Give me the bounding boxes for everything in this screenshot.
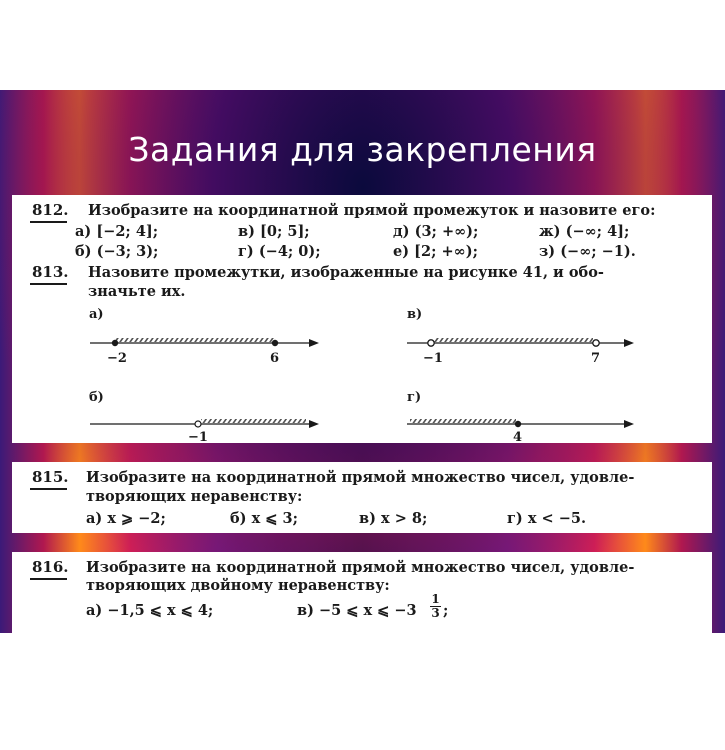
task-number-815: 815. [32,468,69,486]
task-text-815-line2: творяющих неравенству: [86,488,303,505]
task-text-812: Изобразите на координатной прямой промежуток и назовите его: [88,202,656,219]
task-panel-816 [12,552,712,633]
point-v-right [593,340,599,346]
shaded-interval-v [434,338,593,342]
fraction-one-third [430,593,441,620]
figure-label-g: г) [407,390,422,405]
figure-label-b: б) [89,390,104,405]
task-text-816-line1: Изобразите на координатной прямой множество чисел, удовле- [86,559,635,576]
tick-label-b: −1 [188,430,208,443]
option-816-a: а) −1,5 ⩽ x ⩽ 4; [86,602,214,619]
figure-label-a: а) [89,307,104,322]
shaded-interval-a [115,338,275,342]
option-815-a: а) x ⩾ −2; [86,510,166,527]
option-812-a: а) [−2; 4]; [75,223,159,240]
shaded-interval-b [201,419,306,423]
option-812-g: г) (−4; 0); [238,243,321,260]
point-g [515,421,521,427]
point-a-right [272,340,278,346]
option-815-b: б) x ⩽ 3; [230,510,298,527]
slide [0,90,725,633]
number-line-g [407,419,634,443]
number-line-a [90,338,319,366]
task-panel-812-813 [12,195,712,443]
tick-label-a-left: −2 [107,351,127,366]
shaded-interval-g [410,419,516,423]
tick-label-v-left: −1 [423,351,443,366]
tick-label-g: 4 [513,430,523,443]
task-panel-815 [12,462,712,533]
option-812-zh: ж) (−∞; 4]; [539,223,630,240]
task-number-812: 812. [32,201,69,219]
number-line-figures [12,195,712,443]
option-815-g: г) x < −5. [507,510,586,527]
task-number-816: 816. [32,558,69,576]
task-text-813-line1: Назовите промежутки, изображенные на рисунке 41, и обо- [88,264,604,281]
tick-label-a-right: 6 [270,351,280,366]
figure-label-v: в) [407,307,423,322]
fraction-numerator: 1 [431,592,440,606]
fraction-trailing-semicolon: ; [443,602,449,619]
option-812-z: з) (−∞; −1). [539,243,636,260]
point-v-left [428,340,434,346]
fraction-denominator: 3 [431,606,440,620]
number-line-v [407,338,634,366]
option-815-v: в) x > 8; [359,510,428,527]
task-text-815-line1: Изобразите на координатной прямой множество чисел, удовле- [86,469,635,486]
option-812-v: в) [0; 5]; [238,223,310,240]
point-b [195,421,201,427]
tick-label-v-right: 7 [591,351,601,366]
point-a-left [112,340,118,346]
task-number-813: 813. [32,263,69,281]
slide-title: Задания для закрепления [128,130,597,169]
task-text-813-line2: значьте их. [88,283,186,300]
option-812-e: е) [2; +∞); [393,243,478,260]
task-text-816-line2: творяющих двойному неравенству: [86,577,390,594]
option-812-d: д) (3; +∞); [393,223,479,240]
option-812-b: б) (−3; 3); [75,243,159,260]
number-line-b [90,419,319,443]
option-816-v: в) −5 ⩽ x ⩽ −3 [297,602,417,619]
